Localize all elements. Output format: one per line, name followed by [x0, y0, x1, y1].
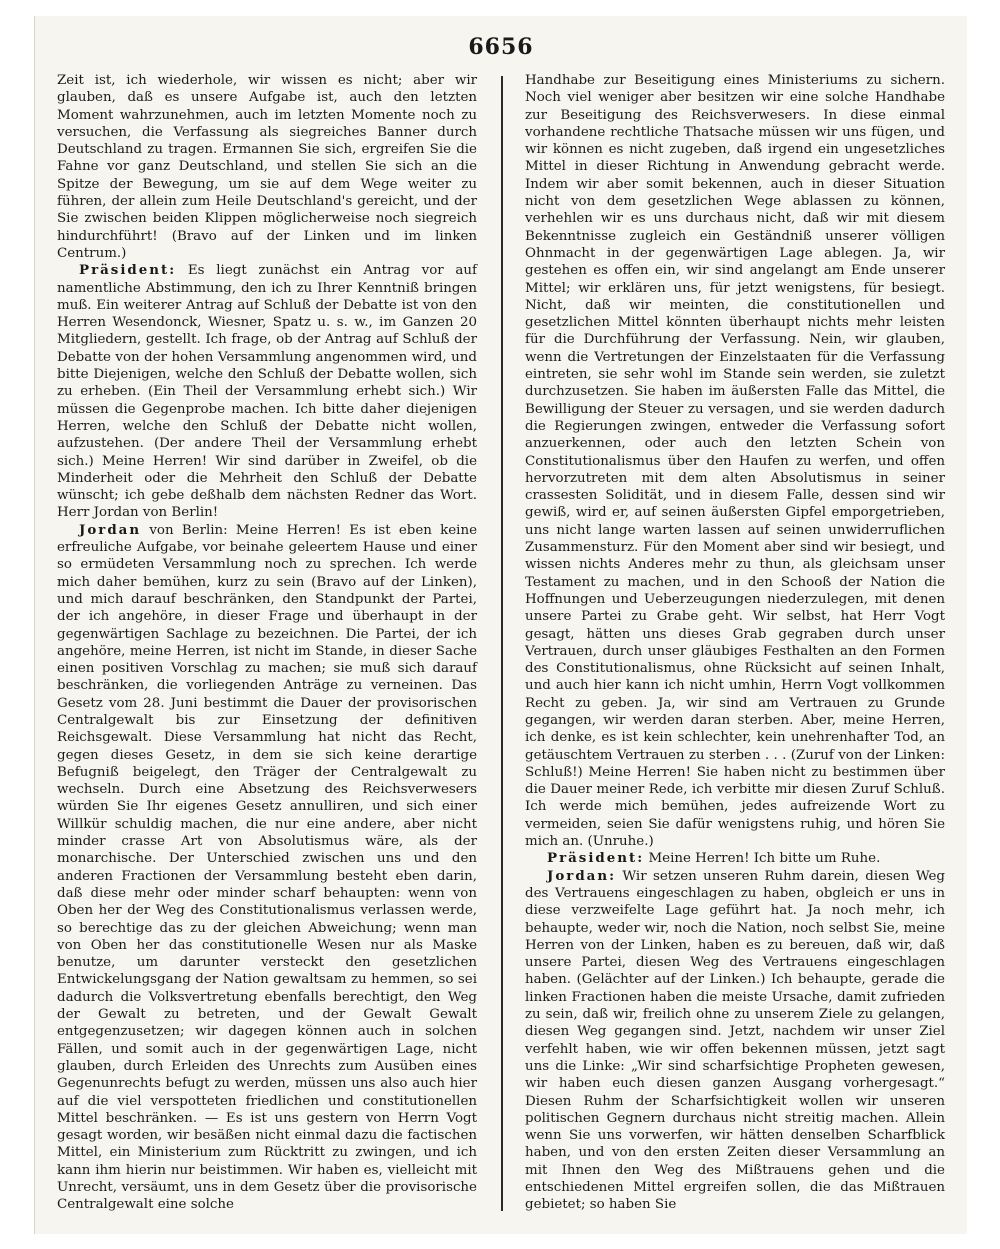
newspaper-page — [34, 16, 967, 1234]
paragraph: Präsident: Es liegt zunächst ein Antrag vor auf namentliche Abstimmung, den ich zu Ihrer Kenntniß bringen muß. Ein weiterer Antrag auf Schluß der Debatte ist von den Herren Wesendonck, Wiesner, Spatz u. s. w., im Ganzen 20 Mitgliedern, gestellt. Ich frage, ob der Antrag auf Schluß der Debatte von der hohen Versammlung angenommen wird, und bitte Diejenigen, welche den Schluß der Debatte wollen, sich zu erheben. (Ein Theil der Versammlung erhebt sich.) Wir müssen die Gegenprobe machen. Ich bitte daher diejenigen Herren, welche den Schluß der Debatte nicht wollen, aufzustehen. (Der andere Theil der Versammlung erhebt sich.) Meine Herren! Wir sind darüber in Zweifel, ob die Minderheit oder die Mehrheit den Schluß der Debatte wünscht; ich gebe deßhalb dem nächsten Redner das Wort. Herr Jordan von Berlin! — [57, 262, 477, 521]
speaker-name: Präsident: — [547, 850, 645, 867]
speaker-name: Jordan: — [547, 867, 617, 884]
paragraph: Präsident: Meine Herren! Ich bitte um Ruhe. — [547, 850, 881, 867]
right-column — [525, 72, 945, 1214]
paragraph: Jordan: Wir setzen unseren Ruhm darein, diesen Weg des Vertrauens eingeschlagen zu haben, obgleich er uns in diese verzweifelte Lage geführt hat. Ja noch mehr, ich behaupte, weder wir, noch die Nation, noch selbst Sie, meine Herren von der Linken, haben es zu bereuen, daß wir, daß unsere Partei, diesen Weg des Vertrauens eingeschlagen haben. (Gelächter auf der Linken.) Ich behaupte, gerade die linken Fractionen haben die meiste Ursache, damit zufrieden zu sein, daß wir, freilich ohne zu unserem Ziele zu gelangen, diesen Weg gegangen sind. Jetzt, nachdem wir unser Ziel verfehlt haben, wie wir offen bekennen müssen, jetzt sagt uns die Linke: „Wir sind scharfsichtige Propheten gewesen, wir haben euch diesen ganzen Ausgang vorhergesagt.“ Diesen Ruhm der Scharfsichtigkeit wollen wir unseren politischen Gegnern durchaus nicht streitig machen. Allein wenn Sie uns vorwerfen, wir hätten denselben Scharfblick haben, und von den ersten Zeiten dieser Versammlung an mit Ihnen den Weg des Mißtrauens gehen und die entschiedenen Mittel ergreifen sollen, die das Mißtrauen gebietet; so haben Sie — [525, 867, 945, 1213]
page-number: 6656 — [468, 34, 534, 60]
speaker-name: Jordan — [79, 521, 142, 538]
column-divider — [501, 76, 503, 1211]
paragraph: Jordan von Berlin: Meine Herren! Es ist eben keine erfreuliche Aufgabe, vor beinahe geleertem Hause und einer so ermüdeten Versammlung noch zu sprechen. Ich werde mich daher bemühen, kurz zu sein (Bravo auf der Linken), und mich darauf beschränken, den Standpunkt der Partei, der ich angehöre, in dieser Frage und überhaupt in der gegenwärtigen Sachlage zu bezeichnen. Die Partei, der ich angehöre, meine Herren, ist nicht im Stande, in dieser Sache einen positiven Vorschlag zu machen; sie muß sich darauf beschränken, die vorliegenden Anträge zu verneinen. Das Gesetz vom 28. Juni bestimmt die Dauer der provisorischen Centralgewalt bis zur Einsetzung der definitiven Reichsgewalt. Diese Versammlung hat nicht das Recht, gegen dieses Gesetz, in dem sie sich keine derartige Befugniß beigelegt, den Träger der Centralgewalt zu wechseln. Durch eine Absetzung des Reichsverwesers würden Sie Ihr eigenes Gesetz annulliren, und sich einer Willkür schuldig machen, die nur eine andere, aber nicht minder crasse Art von Absolutismus wäre, als der monarchische. Der Unterschied zwischen uns und den anderen Fractionen der Versammlung besteht eben darin, daß diese mehr oder minder scharf behaupten: wenn von Oben her der Weg des Constitutionalismus verlassen werde, so berechtige das zu der gleichen Abweichung; wenn man von Oben her das constitutionelle Wesen nur als Maske benutze, um darunter versteckt den gesetzlichen Entwickelungsgang der Nation gewaltsam zu hemmen, so sei dadurch die Volksvertretung ebenfalls berechtigt, den Weg der Gewalt zu betreten, und der Gewalt Gewalt entgegenzusetzen; wir dagegen können auch in solchen Fällen, und somit auch in der gegenwärtigen Lage, nicht glauben, durch Erleiden des Unrechts zum Ausüben eines Gegenunrechts befugt zu werden, müssen uns also auch hier auf die viel verspotteten friedlichen und constitutionellen Mittel beschränken. — Es ist uns gestern von Herrn Vogt gesagt worden, wir besäßen nicht einmal dazu die factischen Mittel, ein Ministerium zum Rücktritt zu zwingen, und ich kann ihm hierin nur beistimmen. Wir haben es, vielleicht mit Unrecht, versäumt, uns in dem Gesetz über die provisorische Centralgewalt eine solche — [57, 521, 477, 1213]
left-column — [57, 72, 477, 1214]
paragraph: Zeit ist, ich wiederhole, wir wissen es nicht; aber wir glauben, daß es unsere Aufgabe ist, auch den letzten Moment wahrzunehmen, auch im letzten Momente noch zu versuchen, die Verfassung als siegreiches Banner durch Deutschland zu tragen. Ermannen Sie sich, ergreifen Sie die Fahne vor ganz Deutschland, und stellen Sie sich an die Spitze der Bewegung, um sie auf dem Wege weiter zu führen, der allein zum Heile Deutschland's gereicht, und der Sie zwischen beiden Klippen möglicherweise noch siegreich hindurchführt! (Bravo auf der Linken und im linken Centrum.) — [57, 73, 477, 261]
paragraph: Handhabe zur Beseitigung eines Ministeriums zu sichern. Noch viel weniger aber besitzen wir eine solche Handhabe zur Beseitigung des Reichsverwesers. In diese einmal vorhandene rechtliche Thatsache müssen wir uns fügen, und wir können es nicht zugeben, daß irgend ein ungesetzliches Mittel in dieser Richtung in Anwendung gebracht werde. Indem wir aber somit bekennen, auch in dieser Situation nicht von dem gesetzlichen Wege ablassen zu können, verhehlen wir es uns durchaus nicht, daß wir mit diesem Bekenntnisse zugleich ein Geständniß unserer völligen Ohnmacht in der gegenwärtigen Lage ablegen. Ja, wir gestehen es offen ein, wir sind angelangt am Ende unserer Mittel; wir erklären uns, für jetzt wenigstens, für besiegt. Nicht, daß wir meinten, die constitutionellen und gesetzlichen Mittel könnten überhaupt nichts mehr leisten für die Durchführung der Verfassung. Nein, wir glauben, wenn die Vertretungen der Einzelstaaten für die Verfassung eintreten, sie sehr wohl im Stande sein werden, sie zuletzt durchzusetzen. Sie haben im äußersten Falle das Mittel, die Bewilligung der Steuer zu versagen, und sie werden dadurch die Regierungen zwingen, entweder die Verfassung sofort anzuerkennen, oder auch den letzten Schein von Constitutionalismus über den Haufen zu werfen, und offen hervorzutreten mit dem alten Absolutismus in seiner crassesten Solidität, und in diesem Falle, dessen sind wir gewiß, wird er, auf seinen äußersten Gipfel emporgetrieben, uns nicht lange warten lassen auf seinen unwiderruflichen Zusammensturz. Für den Moment aber sind wir besiegt, und wissen nichts Anderes mehr zu thun, als gleichsam unser Testament zu machen, und in den Schooß der Nation die Hoffnungen und Ueberzeugungen niederzulegen, mit denen unsere Partei zu Grabe geht. Wir selbst, hat Herr Vogt gesagt, hätten uns dieses Grab gegraben durch unser Vertrauen, durch unser gläubiges Festhalten an den Formen des Constitutionalismus, ohne Rücksicht auf seinen Inhalt, und auch hier kann ich nicht umhin, Herrn Vogt vollkommen Recht zu geben. Ja, wir sind am Vertrauen zu Grunde gegangen, wir werden daran sterben. Aber, meine Herren, ich denke, es ist kein schlechter, kein unehrenhafter Tod, an getäuschtem Vertrauen zu sterben . . . (Zuruf von der Linken: Schluß!) Meine Herren! Sie haben nicht zu bestimmen über die Dauer meiner Rede, ich verbitte mir diesen Zuruf Schluß. Ich werde mich bemühen, jedes aufreizende Wort zu vermeiden, seien Sie dafür wenigstens ruhig, und hören Sie mich an. (Unruhe.) — [525, 73, 945, 850]
speaker-name: Präsident: — [79, 262, 177, 279]
